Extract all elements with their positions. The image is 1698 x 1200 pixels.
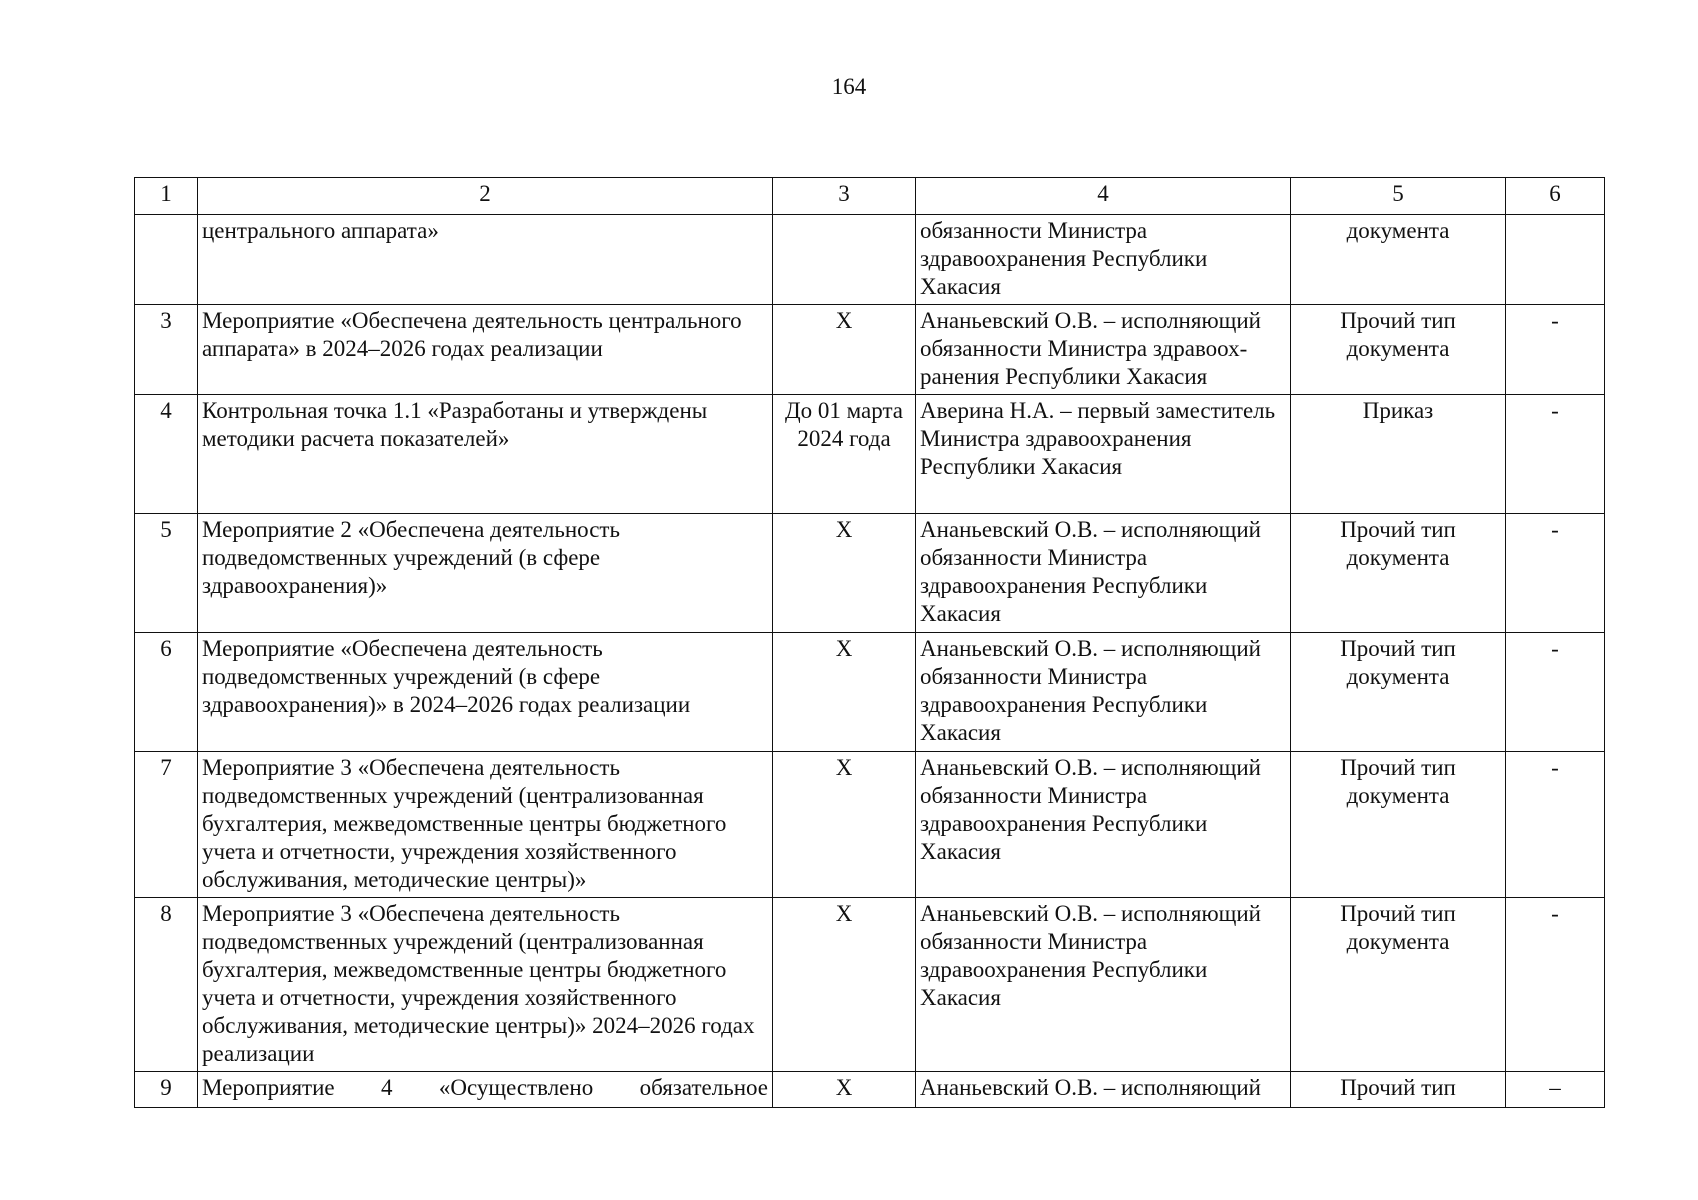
info-system-cell: - (1506, 633, 1605, 752)
activity-name-cell: Мероприятие «Обеспечена деятельность подведомственных учреждений (в сфере здравоохранения)» в 2024–2026 годах реализации (198, 633, 773, 752)
responsible-cell: обязанности Министра здравоохранения Республики Хакасия (916, 215, 1291, 305)
activity-name-cell: Мероприятие 2 «Обеспечена деятельность подведомственных учреждений (в сфере здравоохранения)» (198, 514, 773, 633)
deadline-cell: Х (773, 633, 916, 752)
table-row (135, 1072, 1605, 1108)
info-system-cell (1506, 215, 1605, 305)
table-body (135, 215, 1605, 1108)
activity-name-cell: Мероприятие 3 «Обеспечена деятельность подведомственных учреждений (централизованная бухгалтерия, межведомственные центры бюджетного учета и отчетности, учреждения хозяйственного обслуживания, методические центры)» (198, 752, 773, 898)
column-header-4: 4 (916, 178, 1291, 215)
info-system-cell: - (1506, 898, 1605, 1072)
document-type-cell: Приказ (1291, 395, 1506, 514)
activity-name-cell: Контрольная точка 1.1 «Разработаны и утверждены методики расчета показателей» (198, 395, 773, 514)
table-row (135, 752, 1605, 898)
table-row (135, 215, 1605, 305)
row-number-cell: 6 (135, 633, 198, 752)
document-type-cell: Прочий тип документа (1291, 633, 1506, 752)
deadline-cell: Х (773, 1072, 916, 1108)
document-type-cell: Прочий тип документа (1291, 305, 1506, 395)
document-type-cell: Прочий тип документа (1291, 898, 1506, 1072)
table-row (135, 395, 1605, 514)
row-number-cell: 4 (135, 395, 198, 514)
activity-name-cell: центрального аппарата» (198, 215, 773, 305)
info-system-cell: - (1506, 305, 1605, 395)
document-type-cell: документа (1291, 215, 1506, 305)
responsible-cell: Ананьевский О.В. – исполняющий обязанности Министра здравоох-ранения Республики Хакасия (916, 305, 1291, 395)
row-number-cell: 8 (135, 898, 198, 1072)
info-system-cell: - (1506, 752, 1605, 898)
responsible-cell: Ананьевский О.В. – исполняющий обязанности Министра здравоохранения Республики Хакасия (916, 633, 1291, 752)
info-system-cell: - (1506, 395, 1605, 514)
responsible-cell: Ананьевский О.В. – исполняющий обязанности Министра здравоохранения Республики Хакасия (916, 514, 1291, 633)
deadline-cell (773, 215, 916, 305)
deadline-cell: Х (773, 514, 916, 633)
document-type-cell: Прочий тип документа (1291, 752, 1506, 898)
document-type-cell: Прочий тип (1291, 1072, 1506, 1108)
row-number-cell: 3 (135, 305, 198, 395)
header-row (135, 178, 1605, 215)
activity-name-cell: Мероприятие 3 «Обеспечена деятельность подведомственных учреждений (централизованная бухгалтерия, межведомственные центры бюджетного учета и отчетности, учреждения хозяйственного обслуживания, методические центры)» 2024–2026 годах реализации (198, 898, 773, 1072)
row-number-cell: 5 (135, 514, 198, 633)
deadline-cell: Х (773, 752, 916, 898)
column-header-3: 3 (773, 178, 916, 215)
table-row (135, 898, 1605, 1072)
info-system-cell: - (1506, 514, 1605, 633)
page-number: 164 (831, 74, 867, 99)
deadline-cell: Х (773, 305, 916, 395)
deadline-cell: До 01 марта 2024 года (773, 395, 916, 514)
row-number-cell (135, 215, 198, 305)
row-number-cell: 9 (135, 1072, 198, 1108)
column-header-6: 6 (1506, 178, 1605, 215)
table-row (135, 305, 1605, 395)
deadline-cell: Х (773, 898, 916, 1072)
responsible-cell: Ананьевский О.В. – исполняющий (916, 1072, 1291, 1108)
column-header-1: 1 (135, 178, 198, 215)
activity-name-cell: Мероприятие «Обеспечена деятельность центрального аппарата» в 2024–2026 годах реализации (198, 305, 773, 395)
table-header (135, 178, 1605, 215)
info-system-cell: – (1506, 1072, 1605, 1108)
row-number-cell: 7 (135, 752, 198, 898)
responsible-cell: Аверина Н.А. – первый заместитель Министра здравоохранения Республики Хакасия (916, 395, 1291, 514)
document-type-cell: Прочий тип документа (1291, 514, 1506, 633)
column-header-2: 2 (198, 178, 773, 215)
activities-table (134, 177, 1605, 1108)
responsible-cell: Ананьевский О.В. – исполняющий обязанности Министра здравоохранения Республики Хакасия (916, 752, 1291, 898)
table-row (135, 633, 1605, 752)
responsible-cell: Ананьевский О.В. – исполняющий обязанности Министра здравоохранения Республики Хакасия (916, 898, 1291, 1072)
activity-name-cell: Мероприятие 4 «Осуществлено обязательное (198, 1072, 773, 1108)
column-header-5: 5 (1291, 178, 1506, 215)
table-row (135, 514, 1605, 633)
